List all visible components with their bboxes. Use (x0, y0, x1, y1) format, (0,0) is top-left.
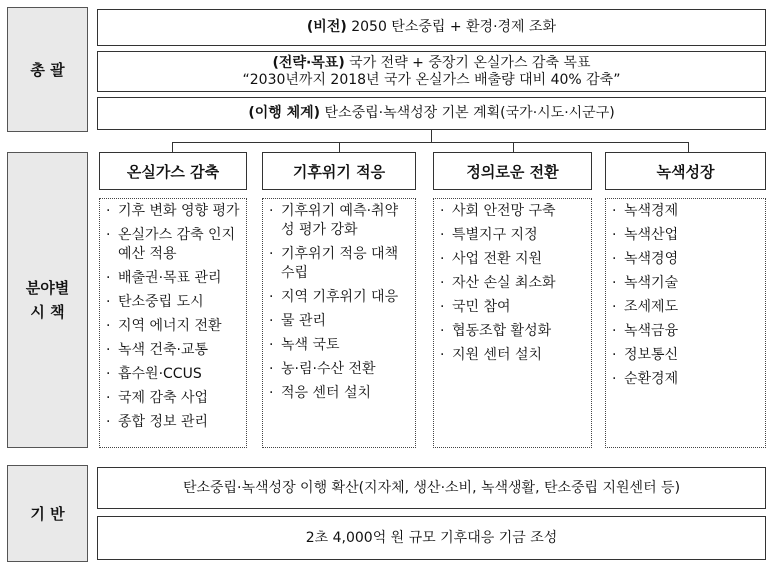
category-list-transition (433, 198, 592, 448)
list-item: · 배출권·목표 관리 (106, 270, 222, 286)
list-item: · 순환경제 (612, 371, 679, 387)
category-header-transition (433, 152, 592, 190)
base-box-fund (97, 516, 766, 560)
category-title: 온실가스 감축 (126, 162, 220, 181)
field-label-line2: 시 책 (30, 303, 65, 321)
list-item: · 자산 손실 최소화 (440, 275, 556, 291)
base-box-diffusion (97, 467, 766, 509)
list-item: · 농·림·수산 전환 (269, 361, 376, 377)
list-item: · 녹색산업 (612, 227, 679, 243)
list-item: · 녹색기술 (612, 275, 679, 291)
list-item: · 녹색경제 (612, 203, 679, 219)
category-header-green-growth (605, 152, 766, 190)
category-list-adaptation (262, 198, 416, 448)
list-item: · 사회 안전망 구축 (440, 203, 556, 219)
list-item: · 흡수원·CCUS (106, 366, 202, 382)
base-label-text: 기 반 (30, 504, 65, 523)
connector-drop-2 (339, 142, 340, 152)
category-header-adaptation (262, 152, 416, 190)
list-item: · 녹색 국토 (269, 337, 340, 353)
list-item: · 기후 변화 영향 평가 (106, 203, 240, 219)
system-label: (이행 체계) (248, 105, 321, 121)
category-header-reduction (99, 152, 247, 190)
connector-drop-3 (513, 142, 514, 152)
list-item: · 온실가스 감축 인지 예산 적용 (106, 227, 236, 262)
vision-box (97, 9, 766, 46)
strategy-box (97, 51, 766, 92)
section-overview-label (7, 7, 88, 132)
field-label-line1: 분야별 (25, 279, 70, 297)
connector-drop-4 (688, 142, 689, 152)
list-item: · 녹색금융 (612, 323, 679, 339)
strategy-line (273, 55, 591, 72)
list-item: · 물 관리 (269, 313, 327, 329)
vision-text: 2050 탄소중립 + 환경·경제 조화 (346, 19, 557, 35)
list-item: · 녹색경영 (612, 251, 679, 267)
category-title: 정의로운 전환 (466, 162, 559, 181)
overview-label-text: 총 괄 (30, 60, 65, 79)
section-field-label (7, 152, 88, 448)
list-item: · 협동조합 활성화 (440, 323, 552, 339)
category-list-reduction (99, 198, 247, 448)
list-item: · 국민 참여 (440, 299, 511, 315)
list-item: · 국제 감축 사업 (106, 390, 209, 406)
list-item: · 지역 에너지 전환 (106, 318, 222, 334)
connector-horizontal (172, 142, 688, 143)
category-title: 녹색성장 (656, 162, 715, 181)
connector-drop-1 (172, 142, 173, 152)
connector-vertical-main (431, 130, 432, 142)
list-item: · 특별지구 지정 (440, 227, 538, 243)
category-title: 기후위기 적응 (292, 162, 386, 181)
vision-label: (비전) (306, 19, 347, 35)
list-item: · 종합 정보 관리 (106, 414, 209, 430)
system-box (97, 97, 766, 130)
section-base-label (7, 465, 88, 562)
strategy-label: (전략·목표) (272, 54, 345, 71)
list-item: · 정보통신 (612, 347, 679, 363)
list-item: · 지역 기후위기 대응 (269, 289, 399, 305)
list-item: · 기후위기 적응 대책 수립 (269, 246, 399, 281)
list-item: · 기후위기 예측·취약성 평가 강화 (269, 203, 399, 238)
list-item: · 지원 센터 설치 (440, 347, 543, 363)
strategy-quote: “2030년까지 2018년 국가 온실가스 배출량 대비 40% 감축” (242, 71, 621, 88)
list-item: · 적응 센터 설치 (269, 385, 372, 401)
list-item: · 조세제도 (612, 299, 679, 315)
system-text: 탄소중립·녹색성장 기본 계획(국가·시도·시군구) (320, 105, 615, 121)
base-line2: 2초 4,000억 원 규모 기후대응 기금 조성 (305, 529, 558, 546)
list-item: · 탄소중립 도시 (106, 294, 204, 310)
base-line1: 탄소중립·녹색성장 이행 확산(지자체, 생산·소비, 녹색생활, 탄소중립 지원센터 등) (182, 479, 681, 496)
list-item: · 사업 전환 지원 (440, 251, 543, 267)
strategy-text: 국가 전략 + 중장기 온실가스 감축 목표 (344, 54, 591, 71)
list-item: · 녹색 건축·교통 (106, 342, 209, 358)
category-list-green-growth (605, 198, 766, 448)
